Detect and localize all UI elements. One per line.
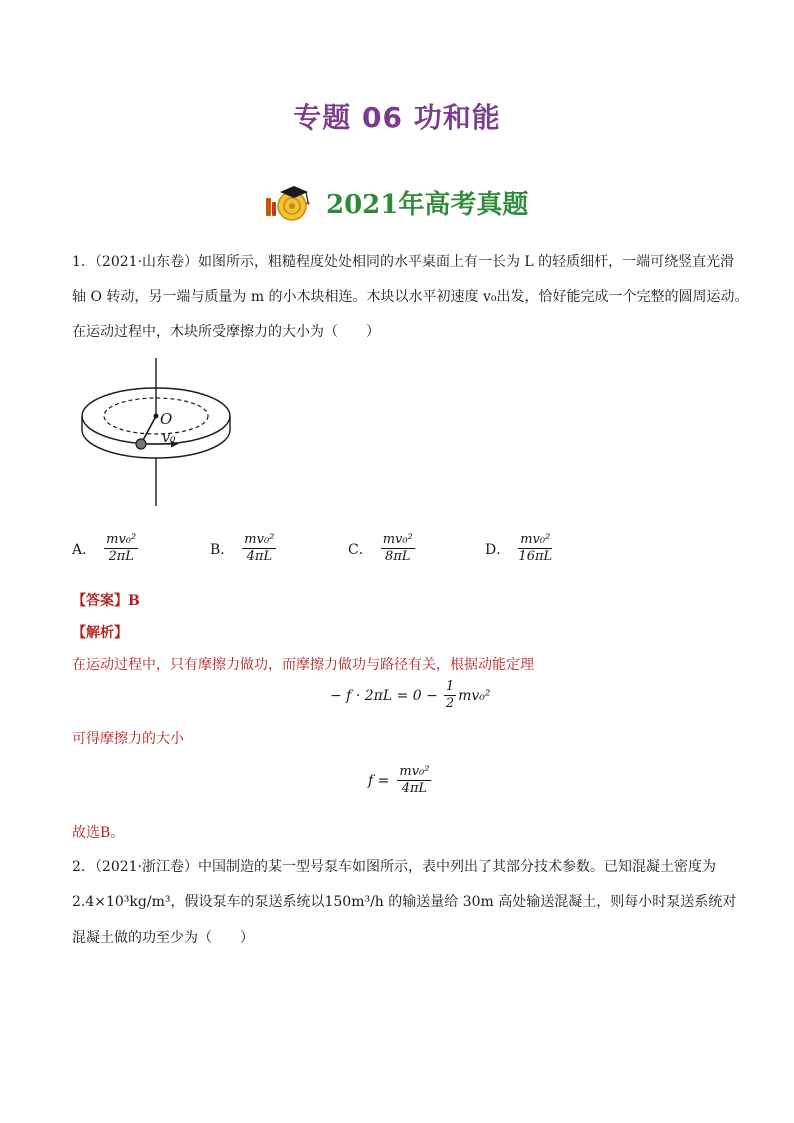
q2-line-3: 混凝土做的功至少为（ ）: [72, 930, 254, 946]
q1-line-2: 轴 O 转动，另一端与质量为 m 的小木块相连。木块以水平初速度 v₀出发，恰好能完成一个完整的圆周运动。: [72, 289, 749, 305]
q1-line-3: 在运动过程中，木块所受摩擦力的大小为（ ）: [72, 324, 380, 340]
option-letter: D．: [485, 541, 511, 558]
q2-line-2: 2.4×10³kg/m³，假设泵车的泵送系统以150m³/h 的输送量给 30m 高处输送混凝土，则每小时泵送系统对: [72, 894, 737, 910]
page-title: 专题 06 功和能: [293, 101, 501, 134]
section-header: [262, 178, 528, 226]
equation-left: f =: [368, 772, 390, 789]
equation-left: − f · 2πL = 0 −: [330, 687, 438, 704]
fraction-numerator: mv₀²: [244, 532, 275, 547]
fraction-denominator: 2πL: [108, 549, 134, 564]
fraction-denominator: 4πL: [246, 549, 273, 564]
fraction-denominator: 16πL: [518, 549, 553, 564]
q2-line-1: 2．（2021·浙江卷）中国制造的某一型号泵车如图所示，表中列出了其部分技术参数。已知混凝土密度为: [72, 859, 716, 875]
option-letter: C．: [348, 541, 373, 558]
equation-fraction: [397, 765, 431, 796]
fraction-denominator: 8πL: [385, 549, 411, 564]
fraction-numerator: mv₀²: [382, 532, 413, 547]
option-b[interactable]: [210, 533, 276, 564]
equation-right: mv₀²: [458, 687, 491, 704]
option-c[interactable]: [348, 533, 415, 564]
option-fraction: [518, 533, 552, 564]
fraction-numerator: mv₀²: [520, 532, 551, 547]
equation-work-energy: [330, 680, 491, 711]
fraction-denominator: 4πL: [401, 781, 428, 796]
fraction-numerator: mv₀²: [106, 532, 137, 547]
option-fraction: [104, 533, 138, 564]
q1-line-1: 1．（2021·山东卷）如图所示，粗糙程度处处相同的水平桌面上有一长为 L 的轻质细杆，一端可绕竖直光滑: [72, 254, 735, 270]
option-d[interactable]: [485, 533, 552, 564]
equation-friction: [368, 765, 431, 796]
answer-label: 【答案】B: [72, 593, 140, 609]
option-letter: B．: [210, 541, 235, 558]
section-subtitle: 2021年高考真题: [326, 189, 529, 220]
fraction-numerator: 1: [445, 679, 455, 694]
figure-label-v0: v₀: [162, 430, 176, 446]
analysis-label: 【解析】: [72, 625, 128, 641]
option-letter: A．: [72, 541, 97, 558]
figure-label-o: O: [160, 410, 173, 428]
option-fraction: [381, 533, 415, 564]
mascot-logo-icon: [262, 180, 318, 224]
fraction-numerator: mv₀²: [399, 764, 430, 779]
conclusion: 故选B。: [72, 825, 125, 841]
rotating-rod-figure: [78, 358, 238, 508]
equation-half: [444, 680, 456, 711]
analysis-line-2: 可得摩擦力的大小: [72, 731, 184, 747]
fraction-denominator: 2: [445, 696, 455, 711]
analysis-line-1: 在运动过程中，只有摩擦力做功，而摩擦力做功与路径有关，根据动能定理: [72, 657, 534, 673]
option-a[interactable]: [72, 533, 138, 564]
option-fraction: [242, 533, 276, 564]
